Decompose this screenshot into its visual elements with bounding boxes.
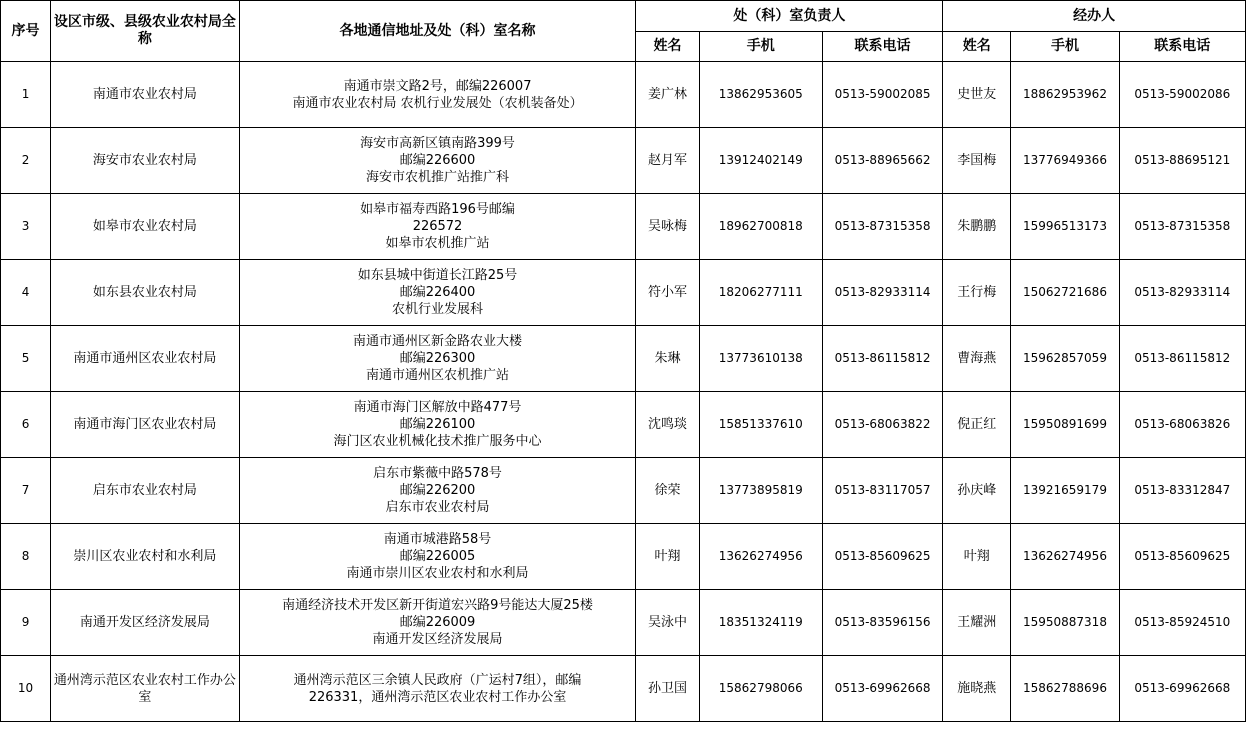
header-head-phone: 联系电话 xyxy=(822,32,942,62)
table-row xyxy=(1,524,1246,590)
cell-head-mobile: 13912402149 xyxy=(699,128,822,194)
cell-handler-mobile: 18862953962 xyxy=(1011,62,1119,128)
table-row xyxy=(1,656,1246,722)
cell-handler-name: 叶翔 xyxy=(943,524,1011,590)
table-row xyxy=(1,128,1246,194)
table-row xyxy=(1,458,1246,524)
address-line: 海安市高新区镇南路399号 xyxy=(360,136,515,151)
cell-handler-phone: 0513-86115812 xyxy=(1119,326,1245,392)
address-line: 通州湾示范区三余镇人民政府（广运村7组），邮编 xyxy=(293,672,582,688)
header-seq: 序号 xyxy=(1,1,51,62)
cell-seq: 8 xyxy=(1,524,51,590)
cell-head-phone: 0513-59002085 xyxy=(822,62,942,128)
cell-handler-mobile: 15950891699 xyxy=(1011,392,1119,458)
cell-seq: 4 xyxy=(1,260,51,326)
cell-head-name: 沈鸣琰 xyxy=(636,392,699,458)
cell-handler-name: 王行梅 xyxy=(943,260,1011,326)
table-row xyxy=(1,392,1246,458)
cell-address xyxy=(239,260,636,326)
cell-address xyxy=(239,194,636,260)
cell-head-mobile: 15851337610 xyxy=(699,392,822,458)
cell-handler-phone: 0513-83312847 xyxy=(1119,458,1245,524)
cell-head-phone: 0513-85609625 xyxy=(822,524,942,590)
address-line: 如皋市福寿西路196号邮编 xyxy=(360,202,515,217)
cell-handler-name: 施晓燕 xyxy=(943,656,1011,722)
cell-seq: 9 xyxy=(1,590,51,656)
cell-head-phone: 0513-83596156 xyxy=(822,590,942,656)
address-line: 邮编226400 xyxy=(399,285,476,300)
header-head-group: 处（科）室负责人 xyxy=(636,1,943,32)
cell-head-name: 吴咏梅 xyxy=(636,194,699,260)
cell-handler-mobile: 13921659179 xyxy=(1011,458,1119,524)
cell-agency: 南通开发区经济发展局 xyxy=(51,590,239,656)
address-line: 启东市紫薇中路578号 xyxy=(373,466,502,481)
header-address: 各地通信地址及处（科）室名称 xyxy=(239,1,636,62)
address-line: 邮编226300 xyxy=(399,351,476,366)
cell-handler-mobile: 15962857059 xyxy=(1011,326,1119,392)
cell-handler-mobile: 13626274956 xyxy=(1011,524,1119,590)
cell-handler-phone: 0513-88695121 xyxy=(1119,128,1245,194)
address-line: 南通市崇川区农业农村和水利局 xyxy=(346,566,529,581)
cell-handler-mobile: 15996513173 xyxy=(1011,194,1119,260)
cell-head-mobile: 15862798066 xyxy=(699,656,822,722)
address-line: 南通市崇文路2号，邮编226007 xyxy=(343,78,532,94)
cell-address xyxy=(239,656,636,722)
cell-address xyxy=(239,62,636,128)
cell-agency: 崇川区农业农村和水利局 xyxy=(51,524,239,590)
cell-head-phone: 0513-69962668 xyxy=(822,656,942,722)
cell-seq: 7 xyxy=(1,458,51,524)
cell-address xyxy=(239,128,636,194)
header-handler-mobile: 手机 xyxy=(1011,32,1119,62)
table-row xyxy=(1,590,1246,656)
cell-handler-phone: 0513-69962668 xyxy=(1119,656,1245,722)
cell-agency: 如皋市农业农村局 xyxy=(51,194,239,260)
cell-handler-mobile: 15862788696 xyxy=(1011,656,1119,722)
cell-seq: 3 xyxy=(1,194,51,260)
cell-head-phone: 0513-86115812 xyxy=(822,326,942,392)
address-line: 邮编226100 xyxy=(399,417,476,432)
address-line: 南通市农业农村局 农机行业发展处（农机装备处） xyxy=(292,95,583,111)
cell-handler-name: 曹海燕 xyxy=(943,326,1011,392)
cell-handler-mobile: 15062721686 xyxy=(1011,260,1119,326)
cell-head-mobile: 13862953605 xyxy=(699,62,822,128)
cell-head-mobile: 13773895819 xyxy=(699,458,822,524)
cell-handler-name: 李国梅 xyxy=(943,128,1011,194)
cell-head-mobile: 13626274956 xyxy=(699,524,822,590)
address-line: 南通经济技术开发区新开街道宏兴路9号能达大厦25楼 xyxy=(282,598,593,613)
cell-handler-name: 孙庆峰 xyxy=(943,458,1011,524)
cell-head-name: 姜广林 xyxy=(636,62,699,128)
table-row xyxy=(1,194,1246,260)
header-agency: 设区市级、县级农业农村局全称 xyxy=(51,1,239,62)
header-handler-group: 经办人 xyxy=(943,1,1246,32)
cell-head-phone: 0513-82933114 xyxy=(822,260,942,326)
cell-head-name: 朱琳 xyxy=(636,326,699,392)
cell-handler-mobile: 13776949366 xyxy=(1011,128,1119,194)
address-line: 农机行业发展科 xyxy=(392,302,484,317)
cell-handler-phone: 0513-87315358 xyxy=(1119,194,1245,260)
cell-address xyxy=(239,392,636,458)
cell-seq: 6 xyxy=(1,392,51,458)
cell-agency: 如东县农业农村局 xyxy=(51,260,239,326)
cell-address xyxy=(239,524,636,590)
cell-handler-phone: 0513-59002086 xyxy=(1119,62,1245,128)
header-handler-name: 姓名 xyxy=(943,32,1011,62)
cell-address xyxy=(239,590,636,656)
cell-agency: 启东市农业农村局 xyxy=(51,458,239,524)
cell-head-mobile: 13773610138 xyxy=(699,326,822,392)
cell-handler-phone: 0513-68063826 xyxy=(1119,392,1245,458)
cell-head-mobile: 18351324119 xyxy=(699,590,822,656)
address-line: 南通市海门区解放中路477号 xyxy=(353,400,522,415)
cell-agency: 南通市农业农村局 xyxy=(51,62,239,128)
address-line: 邮编226600 xyxy=(399,153,476,168)
cell-head-mobile: 18962700818 xyxy=(699,194,822,260)
cell-seq: 10 xyxy=(1,656,51,722)
cell-head-phone: 0513-87315358 xyxy=(822,194,942,260)
address-line: 南通市通州区农机推广站 xyxy=(366,368,510,383)
address-line: 如皋市农机推广站 xyxy=(385,236,490,251)
cell-handler-phone: 0513-85924510 xyxy=(1119,590,1245,656)
cell-handler-name: 朱鹏鹏 xyxy=(943,194,1011,260)
cell-head-name: 徐荣 xyxy=(636,458,699,524)
cell-handler-mobile: 15950887318 xyxy=(1011,590,1119,656)
cell-handler-phone: 0513-85609625 xyxy=(1119,524,1245,590)
cell-head-phone: 0513-83117057 xyxy=(822,458,942,524)
address-line: 邮编226009 xyxy=(399,615,476,630)
cell-agency: 海安市农业农村局 xyxy=(51,128,239,194)
address-line: 226331，通州湾示范区农业农村工作办公室 xyxy=(308,689,567,705)
cell-handler-name: 王耀洲 xyxy=(943,590,1011,656)
cell-head-name: 赵月军 xyxy=(636,128,699,194)
cell-head-phone: 0513-88965662 xyxy=(822,128,942,194)
cell-handler-name: 倪正红 xyxy=(943,392,1011,458)
address-line: 启东市农业农村局 xyxy=(385,500,490,515)
cell-head-phone: 0513-68063822 xyxy=(822,392,942,458)
address-line: 海门区农业机械化技术推广服务中心 xyxy=(333,434,542,449)
cell-head-name: 符小军 xyxy=(636,260,699,326)
cell-seq: 5 xyxy=(1,326,51,392)
address-line: 南通市城港路58号 xyxy=(383,532,492,547)
cell-agency: 南通市通州区农业农村局 xyxy=(51,326,239,392)
cell-head-name: 叶翔 xyxy=(636,524,699,590)
address-line: 南通开发区经济发展局 xyxy=(372,632,503,647)
table-row xyxy=(1,62,1246,128)
address-line: 邮编226200 xyxy=(399,483,476,498)
cell-agency: 通州湾示范区农业农村工作办公室 xyxy=(51,656,239,722)
address-line: 南通市通州区新金路农业大楼 xyxy=(353,334,523,349)
cell-agency: 南通市海门区农业农村局 xyxy=(51,392,239,458)
address-line: 如东县城中街道长江路25号 xyxy=(357,268,518,283)
cell-seq: 2 xyxy=(1,128,51,194)
cell-head-name: 孙卫国 xyxy=(636,656,699,722)
cell-head-mobile: 18206277111 xyxy=(699,260,822,326)
cell-head-name: 吴泳中 xyxy=(636,590,699,656)
table-body xyxy=(1,62,1246,722)
header-head-name: 姓名 xyxy=(636,32,699,62)
header-head-mobile: 手机 xyxy=(699,32,822,62)
cell-handler-phone: 0513-82933114 xyxy=(1119,260,1245,326)
table-row xyxy=(1,326,1246,392)
cell-address xyxy=(239,458,636,524)
cell-seq: 1 xyxy=(1,62,51,128)
table-row xyxy=(1,260,1246,326)
address-line: 226572 xyxy=(412,219,463,234)
cell-handler-name: 史世友 xyxy=(943,62,1011,128)
header-handler-phone: 联系电话 xyxy=(1119,32,1245,62)
address-line: 海安市农机推广站推广科 xyxy=(366,170,510,185)
cell-address xyxy=(239,326,636,392)
address-line: 邮编226005 xyxy=(399,549,476,564)
